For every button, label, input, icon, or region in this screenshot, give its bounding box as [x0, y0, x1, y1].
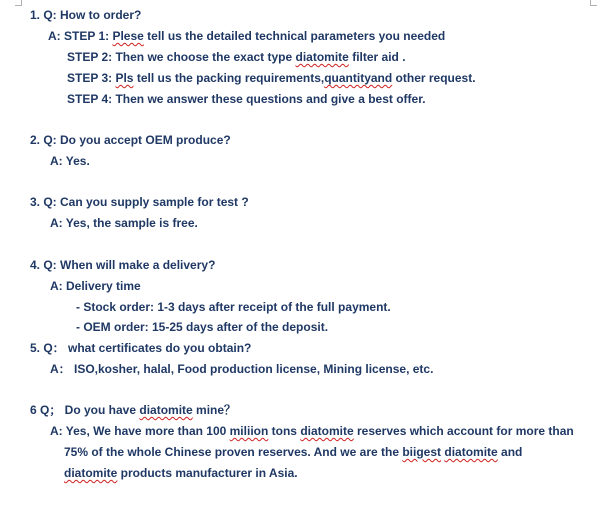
- text-run: 75% of the whole Chinese proven reserves. And we are the: [64, 445, 403, 459]
- answer-6-line-3: [64, 466, 298, 480]
- question-6: [30, 403, 236, 417]
- text-run: filter aid .: [348, 50, 406, 64]
- answer-6-line-1: [50, 424, 574, 438]
- text-run: and: [497, 445, 523, 459]
- question-4: 4. Q: When will make a delivery?: [30, 258, 216, 272]
- answer-5: A： ISO,kosher, halal, Food production license, Mining license, etc.: [50, 362, 434, 376]
- answer-1-step-1: [48, 29, 445, 43]
- text-run: tell us the packing requirements,: [133, 71, 325, 85]
- answer-1-step-3: [67, 71, 476, 85]
- text-run: A: STEP 1:: [48, 29, 113, 43]
- misspelled-word: diatomite: [300, 424, 354, 438]
- misspelled-word: diatomite: [444, 445, 498, 459]
- answer-2: A: Yes.: [50, 154, 90, 168]
- page-corner-mark: [590, 0, 597, 6]
- misspelled-word: quantityand: [324, 71, 393, 85]
- answer-4: A: Delivery time: [50, 279, 141, 293]
- misspelled-word: Pls: [115, 71, 134, 85]
- text-run: reserves which account for more than: [353, 424, 574, 438]
- text-run: A: Yes, We have more than 100: [50, 424, 230, 438]
- question-3: 3. Q: Can you supply sample for test ?: [30, 195, 249, 209]
- text-run: tell us the detailed technical parameters you needed: [143, 29, 446, 43]
- question-1: 1. Q: How to order?: [30, 8, 142, 22]
- misspelled-word: diatomite: [64, 466, 118, 480]
- misspelled-word: Plese: [112, 29, 144, 43]
- page-corner-mark: [15, 0, 22, 6]
- misspelled-word: diatomite: [295, 50, 349, 64]
- answer-1-step-4: STEP 4: Then we answer these questions and give a best offer.: [67, 92, 426, 106]
- misspelled-word: diatomite: [139, 403, 193, 417]
- text-run: 6 Q； Do you have: [30, 403, 140, 417]
- answer-4-bullet-2: - OEM order: 15-25 days after of the deposit.: [76, 320, 329, 334]
- text-run: mine？: [192, 403, 237, 417]
- answer-6-line-2: [64, 445, 522, 459]
- answer-4-bullet-1: - Stock order: 1-3 days after receipt of the full payment.: [76, 300, 391, 314]
- question-2: 2. Q: Do you accept OEM produce?: [30, 133, 231, 147]
- text-run: other request.: [392, 71, 476, 85]
- misspelled-word: biigest: [402, 445, 442, 459]
- answer-3: A: Yes, the sample is free.: [50, 216, 198, 230]
- text-run: tons: [268, 424, 301, 438]
- text-run: STEP 3:: [67, 71, 116, 85]
- question-5: 5. Q： what certificates do you obtain?: [30, 341, 252, 355]
- answer-1-step-2: [67, 50, 406, 64]
- text-run: STEP 2: Then we choose the exact type: [67, 50, 296, 64]
- misspelled-word: miliion: [229, 424, 269, 438]
- text-run: products manufacturer in Asia.: [117, 466, 298, 480]
